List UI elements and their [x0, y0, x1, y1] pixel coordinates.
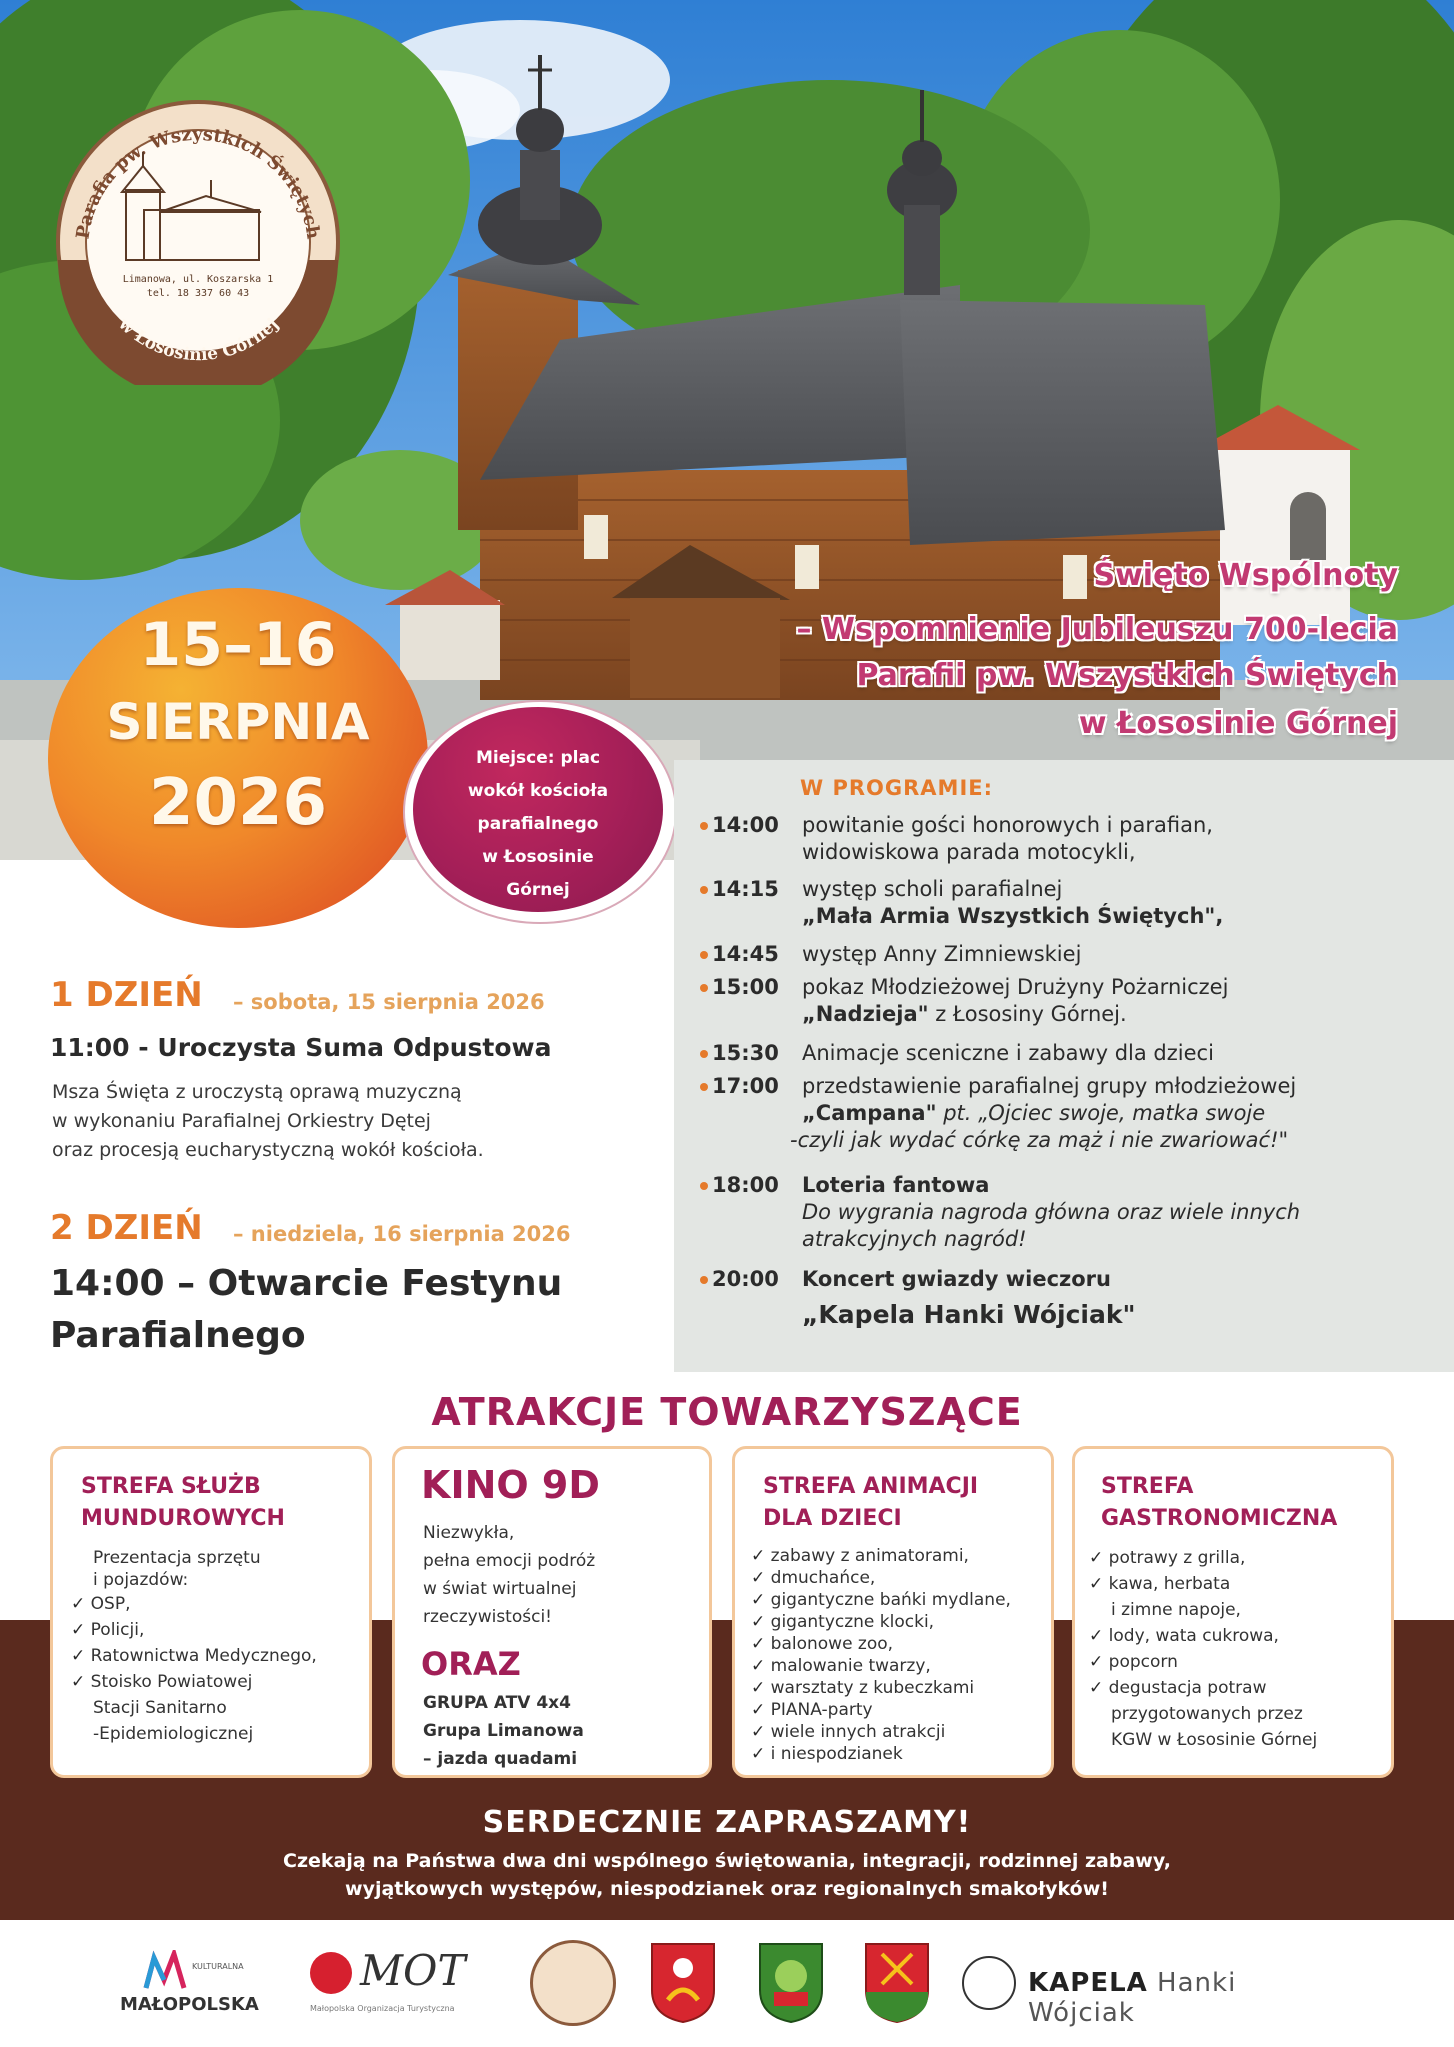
event-title-line1: Święto Wspólnoty — [1093, 558, 1398, 593]
event-title-line3: Parafii pw. Wszystkich Świętych — [856, 658, 1398, 693]
day2-date: – niedziela, 16 sierpnia 2026 — [233, 1222, 571, 1246]
kapela-emblem-icon — [962, 1956, 1016, 2010]
sponsor-logos-bar — [0, 1920, 1454, 2047]
seal-phone: tel. 18 337 60 43 — [146, 288, 250, 299]
place-line: w Łososinie — [482, 847, 594, 867]
card-kids-animation: STREFA ANIMACJI DLA DZIECI ✓ zabawy z animatorami, ✓ dmuchańce, ✓ gigantyczne bańki mydlane, ✓ gigantyczne klocki, ✓ balonowe zoo, ✓ malowanie twarzy, ✓ warsztaty z kubeczkami ✓ PIANA-party ✓ wiele innych atrakcji ✓ i niespodzianek — [732, 1446, 1054, 1778]
date-year: 2026 — [148, 766, 328, 840]
svg-text:Limanowa, ul. Koszarska 1 — [123, 274, 274, 285]
svg-text:Parafia pw. Wszystkich Świętyc: Parafia pw. Wszystkich Świętych — [72, 123, 324, 241]
attractions-title: ATRAKCJE TOWARZYSZĄCE — [431, 1390, 1023, 1434]
invite-line1: Czekają na Państwa dwa dni wspólnego świętowania, integracji, rodzinnej zabawy, — [283, 1850, 1171, 1872]
village-emblem-icon — [862, 1940, 932, 2024]
parish-seal-logo — [56, 100, 341, 385]
svg-text:w Łososinie Górnej: w Łososinie Górnej — [114, 314, 283, 366]
date-month: SIERPNIA — [106, 693, 370, 751]
place-line: Górnej — [506, 880, 570, 900]
event-title-line4: w Łososinie Górnej — [1078, 706, 1398, 741]
invite-line2: wyjątkowych występów, niespodzianek oraz regionalnych smakołyków! — [345, 1878, 1109, 1900]
kapela-logo: KAPELA Hanki Wójciak — [962, 1956, 1322, 2016]
day1-date: – sobota, 15 sierpnia 2026 — [233, 990, 545, 1014]
date-circle — [48, 588, 428, 928]
invite-heading: SERDECZNIE ZAPRASZAMY! — [482, 1805, 972, 1840]
mot-logo: MOT Małopolska Organizacja Turystyczna — [310, 1946, 466, 2013]
event-title-line2: – Wspomnienie Jubileuszu 700-lecia — [796, 612, 1398, 647]
card-uniformed-services: STREFA SŁUŻB MUNDUROWYCH Prezentacja sprzętu i pojazdów: ✓ OSP, ✓ Policji, ✓ Ratownictwa Medycznego, ✓ Stoisko Powiatowej Stacji Sanitarno -Epidemiologicznej — [50, 1446, 372, 1778]
place-text — [440, 742, 636, 907]
day1-title: 1 DZIEŃ — [50, 975, 203, 1015]
parish-seal-small-icon — [530, 1940, 616, 2026]
card-cinema-9d: KINO 9D Niezwykła, pełna emocji podróż w świat wirtualnej rzeczywistości! ORAZ GRUPA ATV 4x4 Grupa Limanowa – jazda quadami — [392, 1446, 712, 1778]
day2-event: 14:00 – Otwarcie Festynu Parafialnego — [50, 1263, 563, 1356]
place-line: parafialnego — [477, 814, 599, 834]
malopolska-logo: KULTURALNA MAŁOPOLSKA — [120, 1950, 270, 2020]
card-gastronomy: STREFA GASTRONOMICZNA ✓ potrawy z grilla, ✓ kawa, herbata i zimne napoje, ✓ lody, wata cukrowa, ✓ popcorn ✓ degustacja potraw przygotowanych przez KGW w Łososinie Górnej — [1072, 1446, 1394, 1778]
municipality-emblem-icon — [756, 1940, 826, 2024]
seal-address: Limanowa, ul. Koszarska 1 — [122, 274, 274, 285]
place-line: wokół kościoła — [467, 781, 609, 801]
day1-description: Msza Święta z uroczystą oprawą muzyczną w wykonaniu Parafialnej Orkiestry Dętej oraz procesją eucharystyczną wokół kościoła. — [52, 1081, 484, 1161]
day1-event: 11:00 - Uroczysta Suma Odpustowa — [50, 1033, 552, 1062]
place-line: Miejsce: plac — [475, 748, 601, 768]
coat-of-arms-icon — [648, 1940, 718, 2024]
date-days: 15–16 — [139, 610, 337, 680]
program-heading: W PROGRAMIE: — [800, 776, 994, 800]
svg-text:tel. 18 337 60 43 — [147, 288, 249, 299]
day2-title: 2 DZIEŃ — [50, 1208, 203, 1248]
